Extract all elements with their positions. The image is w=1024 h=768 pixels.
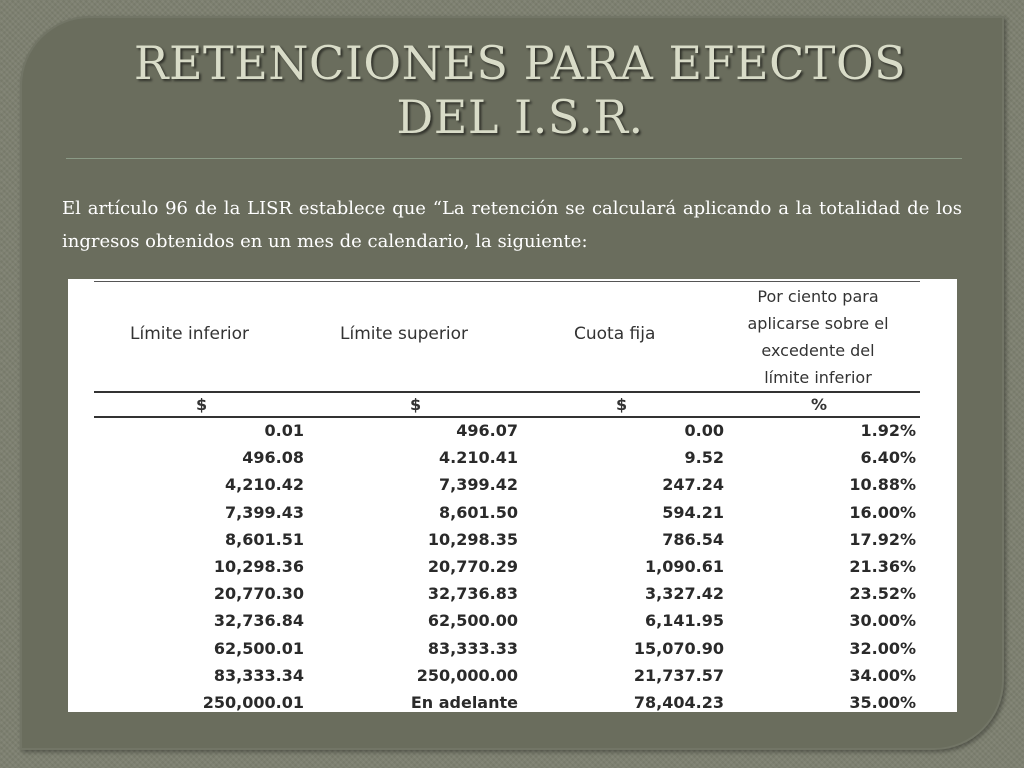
cell-fixed-fee: 0.00 (684, 421, 724, 440)
table-row (94, 553, 920, 580)
table-row (94, 689, 920, 712)
cell-upper-limit: 250,000.00 (416, 665, 518, 685)
cell-lower-limit: 10,298.36 (213, 556, 304, 576)
header-upper-limit: Límite superior (340, 324, 468, 344)
table-body (94, 417, 920, 712)
cell-percent: 16.00% (849, 502, 916, 522)
cell-percent: 35.00% (849, 692, 916, 712)
unit-lower: $ (196, 395, 208, 414)
cell-percent: 21.36% (849, 556, 916, 576)
table-row (94, 471, 920, 498)
cell-upper-limit: 7,399.42 (439, 475, 518, 495)
unit-fixed: $ (616, 395, 628, 414)
cell-percent: 10.88% (849, 475, 916, 495)
cell-fixed-fee: 786.54 (662, 529, 724, 549)
cell-fixed-fee: 6,141.95 (645, 611, 724, 631)
table-row (94, 607, 920, 634)
title-divider (66, 158, 962, 159)
unit-percent: % (811, 395, 828, 414)
cell-percent: 34.00% (849, 665, 916, 685)
cell-upper-limit: En adelante (410, 692, 518, 712)
header-percent-line: Por ciento para (757, 287, 879, 306)
cell-lower-limit: 83,333.34 (213, 665, 304, 685)
cell-upper-limit: 8,601.50 (439, 502, 518, 522)
cell-upper-limit: 10,298.35 (427, 529, 518, 549)
header-rule (94, 391, 920, 393)
cell-fixed-fee: 594.21 (662, 502, 724, 522)
cell-fixed-fee: 21,737.57 (633, 665, 724, 685)
slide-body-text: El artículo 96 de la LISR establece que “La retención se calculará aplicando a la totalidad de los ingresos obtenidos en un mes de calendario, la siguiente: (62, 198, 962, 252)
cell-fixed-fee: 3,327.42 (645, 584, 724, 604)
table-row (94, 635, 920, 662)
cell-lower-limit: 8,601.51 (225, 529, 304, 549)
cell-upper-limit: 20,770.29 (427, 556, 518, 576)
slide-frame (20, 16, 1004, 750)
cell-percent: 30.00% (849, 611, 916, 631)
cell-percent: 17.92% (849, 529, 916, 549)
cell-upper-limit: 496.07 (456, 421, 518, 440)
header-percent-line: excedente del (761, 341, 875, 360)
cell-lower-limit: 62,500.01 (213, 638, 304, 658)
table-row (94, 499, 920, 526)
cell-fixed-fee: 78,404.23 (633, 692, 724, 712)
cell-fixed-fee: 15,070.90 (633, 638, 724, 658)
cell-lower-limit: 7,399.43 (225, 502, 304, 522)
cell-percent: 32.00% (849, 638, 916, 658)
isr-rate-table (68, 279, 957, 712)
table-top-rule (94, 281, 920, 282)
header-percent-line: aplicarse sobre el (747, 314, 889, 333)
table-row (94, 444, 920, 471)
table-row (94, 662, 920, 689)
cell-fixed-fee: 9.52 (684, 448, 724, 468)
cell-percent: 1.92% (860, 421, 916, 440)
cell-upper-limit: 32,736.83 (427, 584, 518, 604)
cell-lower-limit: 0.01 (264, 421, 304, 440)
header-percent (718, 283, 918, 391)
cell-lower-limit: 32,736.84 (213, 611, 304, 631)
cell-fixed-fee: 247.24 (662, 475, 724, 495)
table-row (94, 526, 920, 553)
table-row (94, 417, 920, 444)
cell-percent: 23.52% (849, 584, 916, 604)
cell-lower-limit: 20,770.30 (213, 584, 304, 604)
cell-fixed-fee: 1,090.61 (645, 556, 724, 576)
cell-upper-limit: 62,500.00 (427, 611, 518, 631)
cell-lower-limit: 496.08 (242, 448, 304, 468)
table-row (94, 580, 920, 607)
unit-upper: $ (410, 395, 422, 414)
cell-lower-limit: 250,000.01 (202, 692, 304, 712)
cell-percent: 6.40% (860, 448, 916, 468)
cell-upper-limit: 83,333.33 (427, 638, 518, 658)
cell-lower-limit: 4,210.42 (225, 475, 304, 495)
header-fixed-fee: Cuota fija (574, 324, 656, 344)
header-lower-limit: Límite inferior (130, 324, 250, 344)
cell-upper-limit: 4.210.41 (439, 448, 518, 468)
slide-title: RETENCIONES PARA EFECTOS DEL I.S.R. (133, 36, 907, 144)
header-percent-line: límite inferior (764, 368, 872, 387)
